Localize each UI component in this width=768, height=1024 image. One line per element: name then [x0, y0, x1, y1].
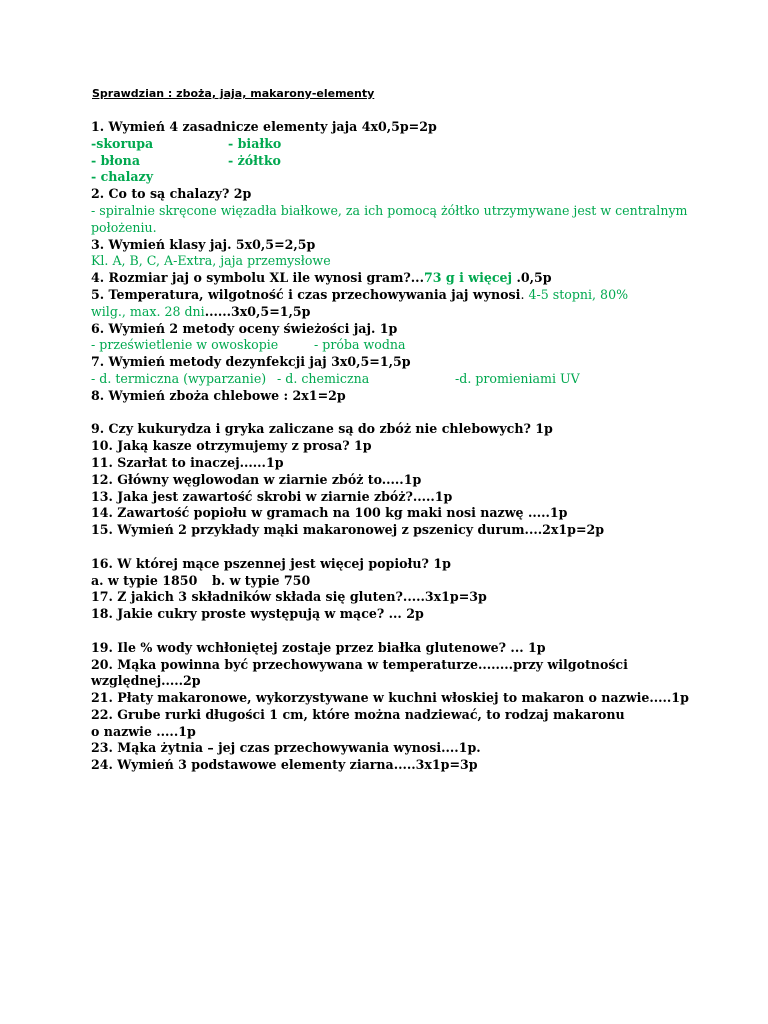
option-a: a. w typie 1850	[91, 572, 198, 588]
question-12: 12. Główny węglowodan w ziarnie zbóż to.....1p	[91, 471, 422, 487]
question-3: 3. Wymień klasy jaj. 5x0,5=2,5p	[91, 236, 316, 252]
answer-chemiczna: - d. chemiczna	[277, 370, 370, 386]
answer-chalazy: - chalazy	[91, 169, 154, 185]
question-5	[91, 287, 666, 321]
page-title: Sprawdzian : zboża, jaja, makarony-elementy	[92, 87, 375, 100]
question-19: 19. Ile % wody wchłoniętej zostaje przez białka glutenowe? ... 1p	[91, 639, 546, 655]
question-list	[91, 119, 691, 774]
question-23: 23. Mąka żytnia – jej czas przechowywania wynosi....1p.	[91, 740, 481, 756]
option-b: b. w typie 750	[212, 572, 311, 588]
question-5-sep: .	[520, 286, 525, 302]
question-7: 7. Wymień metody dezynfekcji jaj 3x0,5=1,5p	[91, 354, 411, 370]
question-16-options	[91, 573, 691, 590]
question-16: 16. W której mące pszennej jest więcej popiołu? 1p	[91, 555, 451, 571]
question-4	[91, 270, 691, 287]
answer-3: Kl. A, B, C, A-Extra, jaja przemysłowe	[91, 253, 331, 269]
answer-prześwietlenie: - prześwietlenie w owoskopie	[91, 337, 279, 353]
question-24: 24. Wymień 3 podstawowe elementy ziarna.....3x1p=3p	[91, 757, 478, 773]
answer-4: 73 g i więcej	[423, 270, 513, 286]
spacer	[91, 405, 691, 422]
question-11: 11. Szarłat to inaczej......1p	[91, 454, 284, 470]
question-9: 9. Czy kukurydza i gryka zaliczane są do zbóż nie chlebowych? 1p	[91, 421, 553, 437]
question-17: 17. Z jakich 3 składników składa się gluten?.....3x1p=3p	[91, 589, 487, 605]
question-5-points: ......3x0,5=1,5p	[204, 303, 311, 319]
question-21: 21. Płaty makaronowe, wykorzystywane w kuchni włoskiej to makaron o nazwie.....1p	[91, 690, 689, 706]
question-1: 1. Wymień 4 zasadnicze elementy jaja 4x0,5p=2p	[91, 119, 437, 134]
answer-row	[91, 136, 691, 153]
question-2: 2. Co to są chalazy? 2p	[91, 186, 252, 202]
answer-row	[91, 371, 691, 388]
spacer	[91, 539, 691, 556]
question-20: 20. Mąka powinna być przechowywana w temperaturze........przy wilgotności względnej.....2p	[91, 656, 628, 689]
question-22: 22. Grube rurki długości 1 cm, które można nadziewać, to rodzaj makaronu o nazwie .....1p	[91, 706, 625, 739]
answer-row	[91, 337, 691, 354]
answer-row	[91, 153, 691, 170]
question-13: 13. Jaka jest zawartość skrobi w ziarnie zbóż?.....1p	[91, 488, 453, 504]
question-18: 18. Jakie cukry proste występują w mące? ... 2p	[91, 606, 424, 622]
answer-2: - spiralnie skręcone więzadła białkowe, za ich pomocą żółtko utrzymywane jest w centralnym położeniu.	[91, 202, 688, 235]
answer-promieniami-uv: -d. promieniami UV	[455, 370, 580, 386]
answer-termiczna: - d. termiczna (wyparzanie)	[91, 370, 267, 386]
answer-zoltko: - żółtko	[228, 152, 281, 168]
answer-proba-wodna: - próba wodna	[314, 337, 406, 353]
answer-blona: - błona	[91, 152, 140, 168]
question-14: 14. Zawartość popiołu w gramach na 100 kg maki nosi nazwę .....1p	[91, 505, 568, 521]
question-4-points: .0,5p	[512, 270, 552, 286]
question-6: 6. Wymień 2 metody oceny świeżości jaj. 1p	[91, 320, 398, 336]
question-5-text: 5. Temperatura, wilgotność i czas przechowywania jaj wynosi	[91, 286, 521, 302]
question-10: 10. Jaką kasze otrzymujemy z prosa? 1p	[91, 438, 372, 454]
answer-bialko: - białko	[228, 135, 282, 151]
answer-skorupa: -skorupa	[91, 135, 154, 151]
question-8: 8. Wymień zboża chlebowe : 2x1=2p	[91, 387, 346, 403]
spacer	[91, 623, 691, 640]
answer-5: 4-5 stopni, 80% wilg., max. 28 dni	[91, 286, 629, 319]
question-4-text: 4. Rozmiar jaj o symbolu XL ile wynosi gram?...	[91, 270, 424, 286]
question-15: 15. Wymień 2 przykłady mąki makaronowej z pszenicy durum....2x1p=2p	[91, 522, 605, 538]
